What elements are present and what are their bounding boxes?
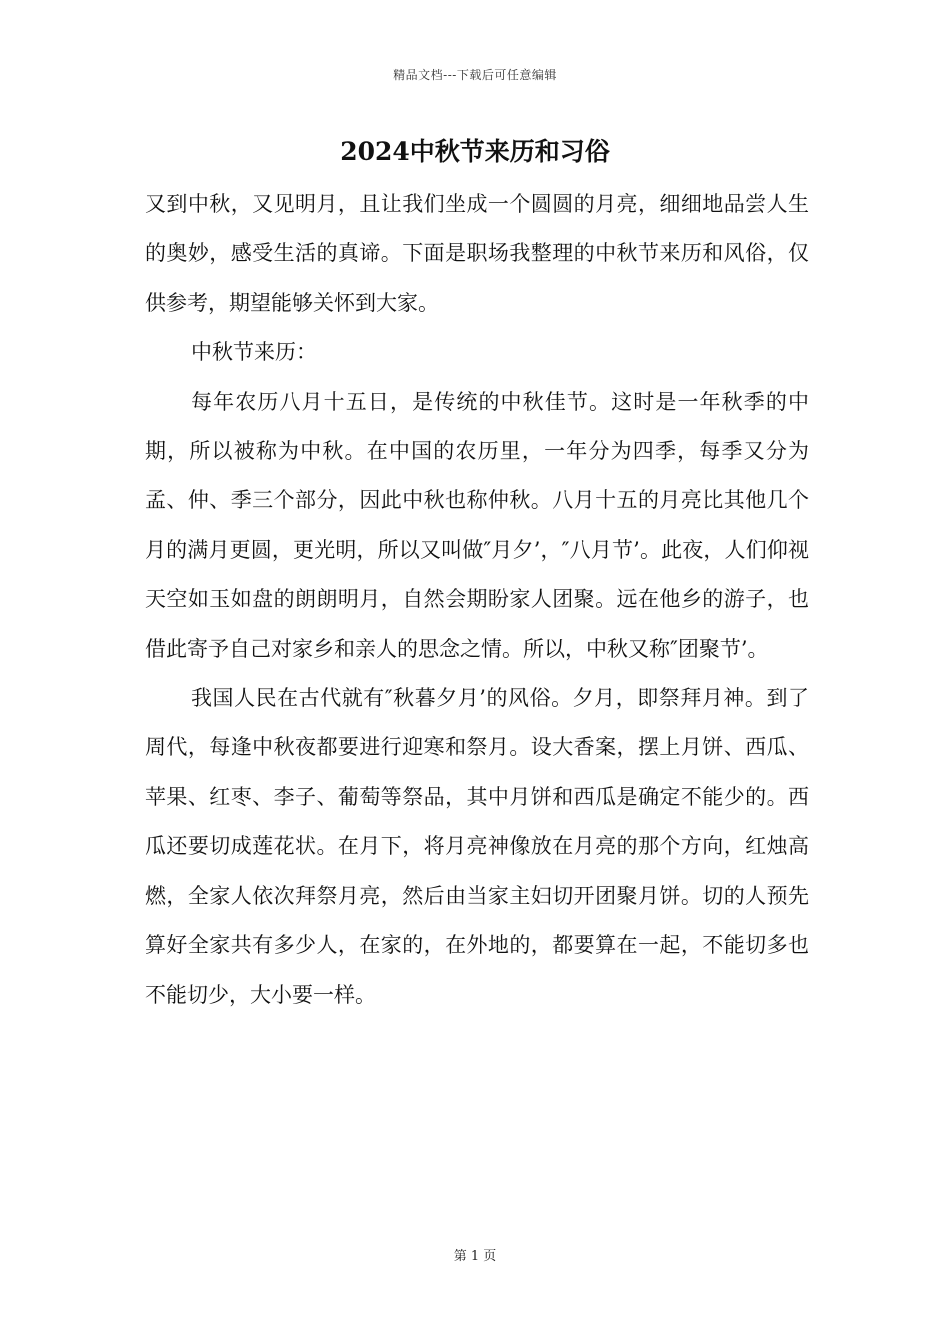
paragraph-intro: 又到中秋，又见明月，且让我们坐成一个圆圆的月亮，细细地品尝人生的奥妙，感受生活的真谛。下面是职场我整理的中秋节来历和风俗，仅供参考，期望能够关怀到大家。 [145,192,809,315]
paragraph-custom: 我国人民在古代就有″秋暮夕月’的风俗。夕月，即祭拜月神。到了周代，每逢中秋夜都要进行迎寒和祭月。设大香案，摆上月饼、西瓜、苹果、红枣、李子、葡萄等祭品，其中月饼和西瓜是确定不能少的。西瓜还要切成莲花状。在月下，将月亮神像放在月亮的那个方向，红烛高燃，全家人依次拜祭月亮，然后由当家主妇切开团聚月饼。切的人预先算好全家共有多少人，在家的，在外地的，都要算在一起，不能切多也不能切少，大小要一样。 [145,686,809,1007]
page-number: 第 1 页 [453,1249,497,1264]
document-body [145,180,809,1020]
section-heading-origin: 中秋节来历： [191,340,317,365]
document-title: 2024中秋节来历和习俗 [340,137,610,166]
header-note: 精品文档---下载后可任意编辑 [393,68,557,82]
paragraph-origin: 每年农历八月十五日，是传统的中秋佳节。这时是一年秋季的中期，所以被称为中秋。在中国的农历里，一年分为四季，每季又分为孟、仲、季三个部分，因此中秋也称仲秋。八月十五的月亮比其他几个月的满月更圆，更光明，所以又叫做″月夕’，″八月节’。此夜，人们仰视天空如玉如盘的朗朗明月，自然会期盼家人团聚。远在他乡的游子，也借此寄予自己对家乡和亲人的思念之情。所以，中秋又称″团聚节’。 [145,389,809,661]
